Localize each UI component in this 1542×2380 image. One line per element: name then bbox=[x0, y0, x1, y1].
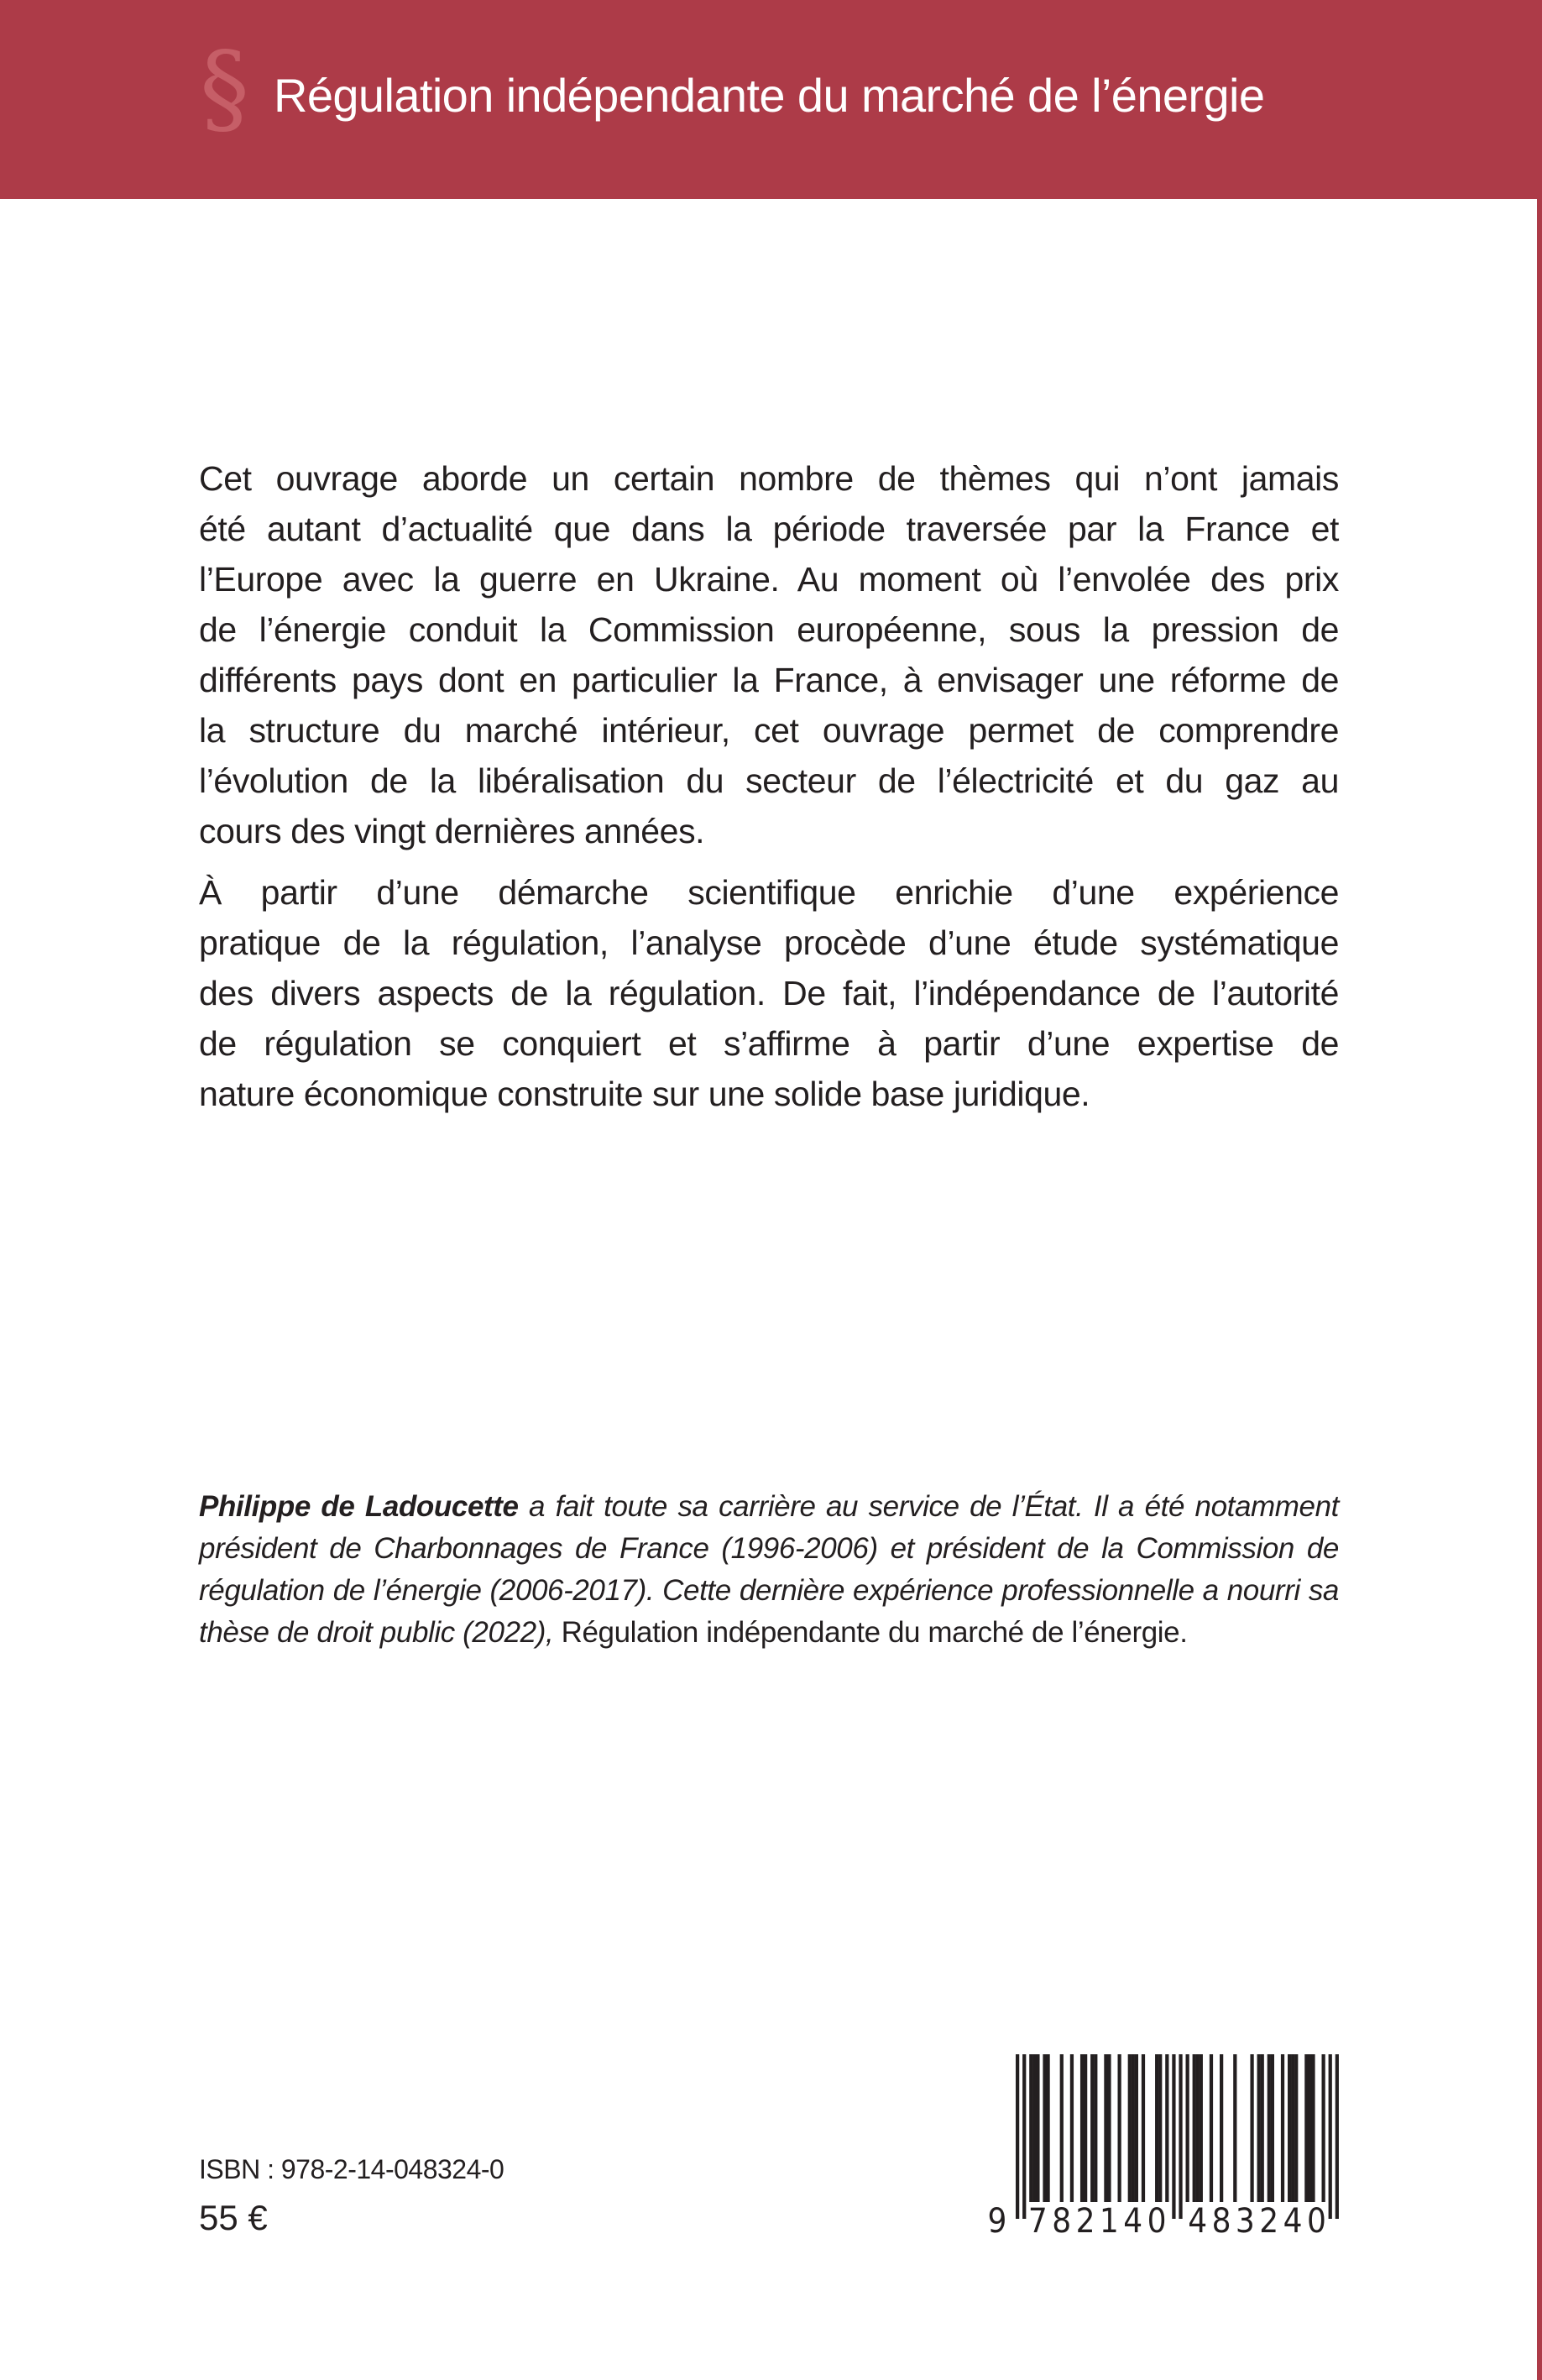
bio-text: a fait toute sa carrière au service de l’État. Il a été notamment bbox=[518, 1490, 1339, 1523]
barcode-bar bbox=[1200, 2054, 1203, 2202]
barcode-digit: 7 bbox=[1027, 2202, 1048, 2241]
barcode-digit: 1 bbox=[1099, 2202, 1119, 2241]
price: 55 € bbox=[199, 2198, 268, 2237]
barcode-bar bbox=[1104, 2054, 1107, 2202]
barcode-bar bbox=[1118, 2054, 1121, 2202]
barcode-digit: 4 bbox=[1188, 2202, 1208, 2241]
barcode-bar bbox=[1329, 2054, 1332, 2219]
barcode-bar bbox=[1271, 2054, 1274, 2202]
author-name: Philippe de Ladoucette bbox=[199, 1490, 519, 1523]
bio-book-title: Régulation indépendante du marché de l’énergie. bbox=[561, 1616, 1188, 1649]
text-line: des divers aspects de la régulation. De fait, l’indépendance de l’autorité bbox=[199, 974, 1339, 1012]
barcode-bar bbox=[1107, 2054, 1111, 2202]
barcode-bar bbox=[1032, 2054, 1036, 2202]
barcode-digit: 2 bbox=[1075, 2202, 1095, 2241]
barcode-bar bbox=[1193, 2054, 1196, 2202]
header-band bbox=[0, 0, 1542, 199]
description-paragraph-1 bbox=[199, 453, 1339, 856]
barcode-bar bbox=[1128, 2054, 1132, 2202]
text-line: différents pays dont en particulier la France, à envisager une réforme de bbox=[199, 661, 1339, 699]
text-line: nature économique construite sur une solide base juridique. bbox=[199, 1075, 1090, 1113]
barcode-bar bbox=[1029, 2054, 1032, 2202]
edge-strip bbox=[1537, 199, 1542, 2380]
barcode-bar bbox=[1142, 2054, 1145, 2202]
barcode-bar bbox=[1070, 2054, 1074, 2202]
barcode-bar bbox=[1132, 2054, 1135, 2202]
barcode-bar bbox=[1233, 2054, 1236, 2202]
text-line: la structure du marché intérieur, cet ouvrage permet de comprendre bbox=[199, 711, 1339, 750]
barcode-bar bbox=[1179, 2054, 1182, 2219]
barcode-bar bbox=[1158, 2054, 1162, 2202]
barcode-bar bbox=[1084, 2054, 1087, 2202]
text-line: de régulation se conquiert et s’affirme à partir d’une expertise de bbox=[199, 1024, 1339, 1063]
barcode-bar bbox=[1261, 2054, 1264, 2202]
barcode-bar bbox=[1094, 2054, 1097, 2202]
text-line: été autant d’actualité que dans la période traversée par la France et bbox=[199, 510, 1339, 548]
text-line: À partir d’une démarche scientifique enrichie d’une expérience bbox=[199, 873, 1339, 912]
text-line: l’Europe avec la guerre en Ukraine. Au moment où l’envolée des prix bbox=[199, 560, 1339, 599]
barcode-bar bbox=[1291, 2054, 1294, 2202]
bio-text: thèse de droit public (2022), bbox=[199, 1616, 562, 1649]
barcode-bar bbox=[1090, 2054, 1094, 2202]
barcode-bar bbox=[1304, 2054, 1308, 2202]
barcode-bar bbox=[1308, 2054, 1311, 2202]
barcode-bar bbox=[1268, 2054, 1271, 2202]
barcode-bar bbox=[1060, 2054, 1064, 2202]
barcode-bar bbox=[1322, 2054, 1325, 2202]
barcode-digit: 3 bbox=[1235, 2202, 1255, 2241]
barcode-bar bbox=[1336, 2054, 1339, 2219]
text-line: l’évolution de la libéralisation du secteur de l’électricité et du gaz au bbox=[199, 761, 1339, 800]
barcode-bar bbox=[1281, 2054, 1284, 2202]
description-paragraph-2 bbox=[199, 867, 1339, 1119]
barcode-bar bbox=[1022, 2054, 1026, 2219]
barcode-digit: 4 bbox=[1283, 2202, 1303, 2241]
barcode-digit: 0 bbox=[1147, 2202, 1167, 2241]
barcode-bar bbox=[1250, 2054, 1253, 2202]
text-line: cours des vingt dernières années. bbox=[199, 812, 705, 850]
isbn: ISBN : 978-2-14-048324-0 bbox=[199, 2154, 504, 2184]
barcode-bar bbox=[1046, 2054, 1049, 2202]
barcode-bar bbox=[1186, 2054, 1189, 2202]
book-title: Régulation indépendante du marché de l’énergie bbox=[274, 69, 1265, 122]
barcode-bar bbox=[1043, 2054, 1046, 2202]
barcode-digit: 0 bbox=[1306, 2202, 1326, 2241]
barcode-bar bbox=[1196, 2054, 1200, 2202]
text-line: Cet ouvrage aborde un certain nombre de thèmes qui n’ont jamais bbox=[199, 459, 1339, 498]
barcode-bar bbox=[1257, 2054, 1261, 2202]
barcode-digit: 4 bbox=[1123, 2202, 1143, 2241]
barcode-bar bbox=[1016, 2054, 1019, 2219]
bio-line: régulation de l’énergie (2006-2017). Cette dernière expérience professionnelle a nourri sa bbox=[199, 1574, 1339, 1607]
barcode-digit: 8 bbox=[1211, 2202, 1231, 2241]
description bbox=[199, 453, 1339, 1130]
barcode-bar bbox=[1080, 2054, 1084, 2202]
barcode-bar bbox=[1294, 2054, 1298, 2202]
barcode-bar bbox=[1288, 2054, 1291, 2202]
barcode-bar bbox=[1165, 2054, 1168, 2202]
text-line: pratique de la régulation, l’analyse procède d’une étude systématique bbox=[199, 923, 1339, 962]
barcode-digit: 8 bbox=[1052, 2202, 1072, 2241]
barcode-bar bbox=[1172, 2054, 1175, 2219]
barcode-bar bbox=[1311, 2054, 1315, 2202]
barcode-bar bbox=[1135, 2054, 1138, 2202]
barcode-bar bbox=[1220, 2054, 1223, 2202]
barcode-digit: 9 bbox=[987, 2202, 1007, 2241]
barcode bbox=[965, 2048, 1351, 2241]
bio-line: président de Charbonnages de France (1996-2006) et président de la Commission de bbox=[199, 1532, 1339, 1565]
barcode-bar bbox=[1036, 2054, 1039, 2202]
barcode-digit: 2 bbox=[1259, 2202, 1279, 2241]
barcode-bar bbox=[1210, 2054, 1213, 2202]
text-line: de l’énergie conduit la Commission européenne, sous la pression de bbox=[199, 610, 1339, 649]
author-bio bbox=[199, 1486, 1339, 1654]
section-logo-icon: § bbox=[200, 30, 249, 146]
barcode-bar bbox=[1155, 2054, 1158, 2202]
